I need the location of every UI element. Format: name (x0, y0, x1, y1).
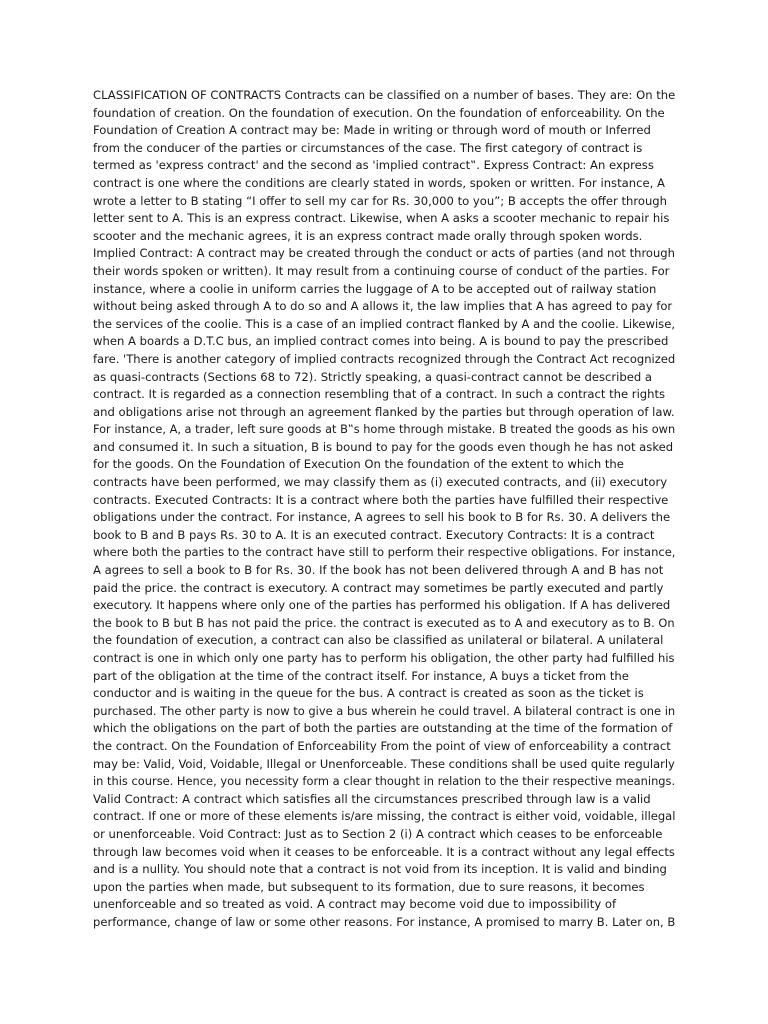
text-line: contracts have been performed, we may classify them as (i) executed contracts, and (ii) executory (93, 475, 668, 490)
text-line: contract is one where the conditions are clearly stated in words, spoken or written. For instance, A (93, 175, 665, 190)
text-line: foundation of creation. On the foundation of execution. On the foundation of enforceability. On the (93, 105, 665, 120)
text-line: termed as 'express contract' and the second as 'implied contract‟. Express Contract: An express (93, 158, 654, 173)
text-line: instance, where a coolie in uniform carries the luggage of A to be accepted out of railway station (93, 281, 657, 296)
text-line: without being asked through A to do so and A allows it, the law implies that A has agreed to pay for (93, 299, 673, 314)
text-line: Implied Contract: A contract may be created through the conduct or acts of parties (and not through (93, 246, 675, 261)
text-line: scooter and the mechanic agrees, it is an express contract made orally through spoken words. (93, 228, 643, 243)
text-line: paid the price. the contract is executory. A contract may sometimes be partly executed and partly (93, 580, 664, 595)
text-line: through law becomes void when it ceases to be enforceable. It is a contract without any legal effects (93, 844, 675, 859)
text-line: For instance, A, a trader, left sure goods at B‟s home through mistake. B treated the goods as his own (93, 422, 676, 437)
text-line: executory. It happens where only one of the parties has performed his obligation. If A has delivered (93, 598, 671, 613)
text-line: purchased. The other party is now to give a bus wherein he could travel. A bilateral contract is one in (93, 703, 676, 718)
text-line: A agrees to sell a book to B for Rs. 30. If the book has not been delivered through A and B has not (93, 563, 664, 578)
text-line: upon the parties when made, but subsequent to its formation, due to sure reasons, it becomes (93, 879, 645, 894)
text-line: Foundation of Creation A contract may be: Made in writing or through word of mouth or Inferred (93, 123, 651, 138)
text-line: the contract. On the Foundation of Enforceability From the point of view of enforceability a contract (93, 738, 671, 753)
text-line: from the conducer of the parties or circumstances of the case. The first category of contract is (93, 140, 643, 155)
text-line: wrote a letter to B stating “I offer to sell my car for Rs. 30,000 to you”; B accepts the offer through (93, 193, 668, 208)
text-line: in this course. Hence, you necessity form a clear thought in relation to the their respective meanings. (93, 774, 676, 789)
text-line: Valid Contract: A contract which satisfies all the circumstances prescribed through law is a valid (93, 791, 651, 806)
text-line: when A boards a D.T.C bus, an implied contract comes into being. A is bound to pay the prescribed (93, 334, 669, 349)
text-line: letter sent to A. This is an express contract. Likewise, when A asks a scooter mechanic to repair his (93, 211, 670, 226)
text-line: the foundation of execution, a contract can also be classified as unilateral or bilateral. A unilateral (93, 633, 664, 648)
text-line: or unenforceable. Void Contract: Just as to Section 2 (i) A contract which ceases to be enforceable (93, 826, 663, 841)
text-line: contract. It is regarded as a connection resembling that of a contract. In such a contract the rights (93, 387, 666, 402)
text-line: obligations under the contract. For instance, A agrees to sell his book to B for Rs. 30. A delivers the (93, 510, 671, 525)
text-line: for the goods. On the Foundation of Execution On the foundation of the extent to which the (93, 457, 624, 472)
text-line: fare. 'There is another category of implied contracts recognized through the Contract Act recognized (93, 351, 676, 366)
text-line: contract. If one or more of these elements is/are missing, the contract is either void, voidable, illegal (93, 809, 676, 824)
text-line: and consumed it. In such a situation, B is bound to pay for the goods even though he has not asked (93, 439, 674, 454)
body-text (93, 87, 676, 932)
text-line: and obligations arise not through an agreement flanked by the parties but through operation of law. (93, 404, 675, 419)
text-line: performance, change of law or some other reasons. For instance, A promised to marry B. Later on, B (93, 914, 676, 929)
text-line: the services of the coolie. This is a case of an implied contract flanked by A and the coolie. Likewise, (93, 316, 675, 331)
text-line: contract is one in which only one party has to perform his obligation, the other party had fulfilled his (93, 651, 675, 665)
text-line: contracts. Executed Contracts: It is a contract where both the parties have fulfilled their respective (93, 492, 669, 507)
text-line: CLASSIFICATION OF CONTRACTS Contracts can be classified on a number of bases. They are: On the (93, 88, 676, 102)
text-line: where both the parties to the contract have still to perform their respective obligations. For instance, (93, 545, 676, 560)
text-line: part of the obligation at the time of the contract itself. For instance, A buys a ticket from the (93, 668, 629, 683)
text-line: book to B and B pays Rs. 30 to A. It is an executed contract. Executory Contracts: It is a contract (93, 527, 655, 542)
text-line: the book to B but B has not paid the price. the contract is executed as to A and executory as to B. On (93, 615, 675, 630)
text-line: unenforceable and so treated as void. A contract may become void due to impossibility of (93, 897, 617, 912)
text-line: which the obligations on the part of both the parties are outstanding at the time of the formation of (93, 721, 673, 736)
text-line: conductor and is waiting in the queue for the bus. A contract is created as soon as the ticket is (93, 686, 644, 701)
text-line: as quasi-contracts (Sections 68 to 72). Strictly speaking, a quasi-contract cannot be described a (93, 369, 653, 384)
text-line: may be: Valid, Void, Voidable, Illegal or Unenforceable. These conditions shall be used quite regularly (93, 756, 675, 771)
text-line: their words spoken or written). It may result from a continuing course of conduct of the parties. For (93, 263, 670, 278)
text-line: and is a nullity. You should note that a contract is not void from its inception. It is valid and binding (93, 862, 667, 877)
